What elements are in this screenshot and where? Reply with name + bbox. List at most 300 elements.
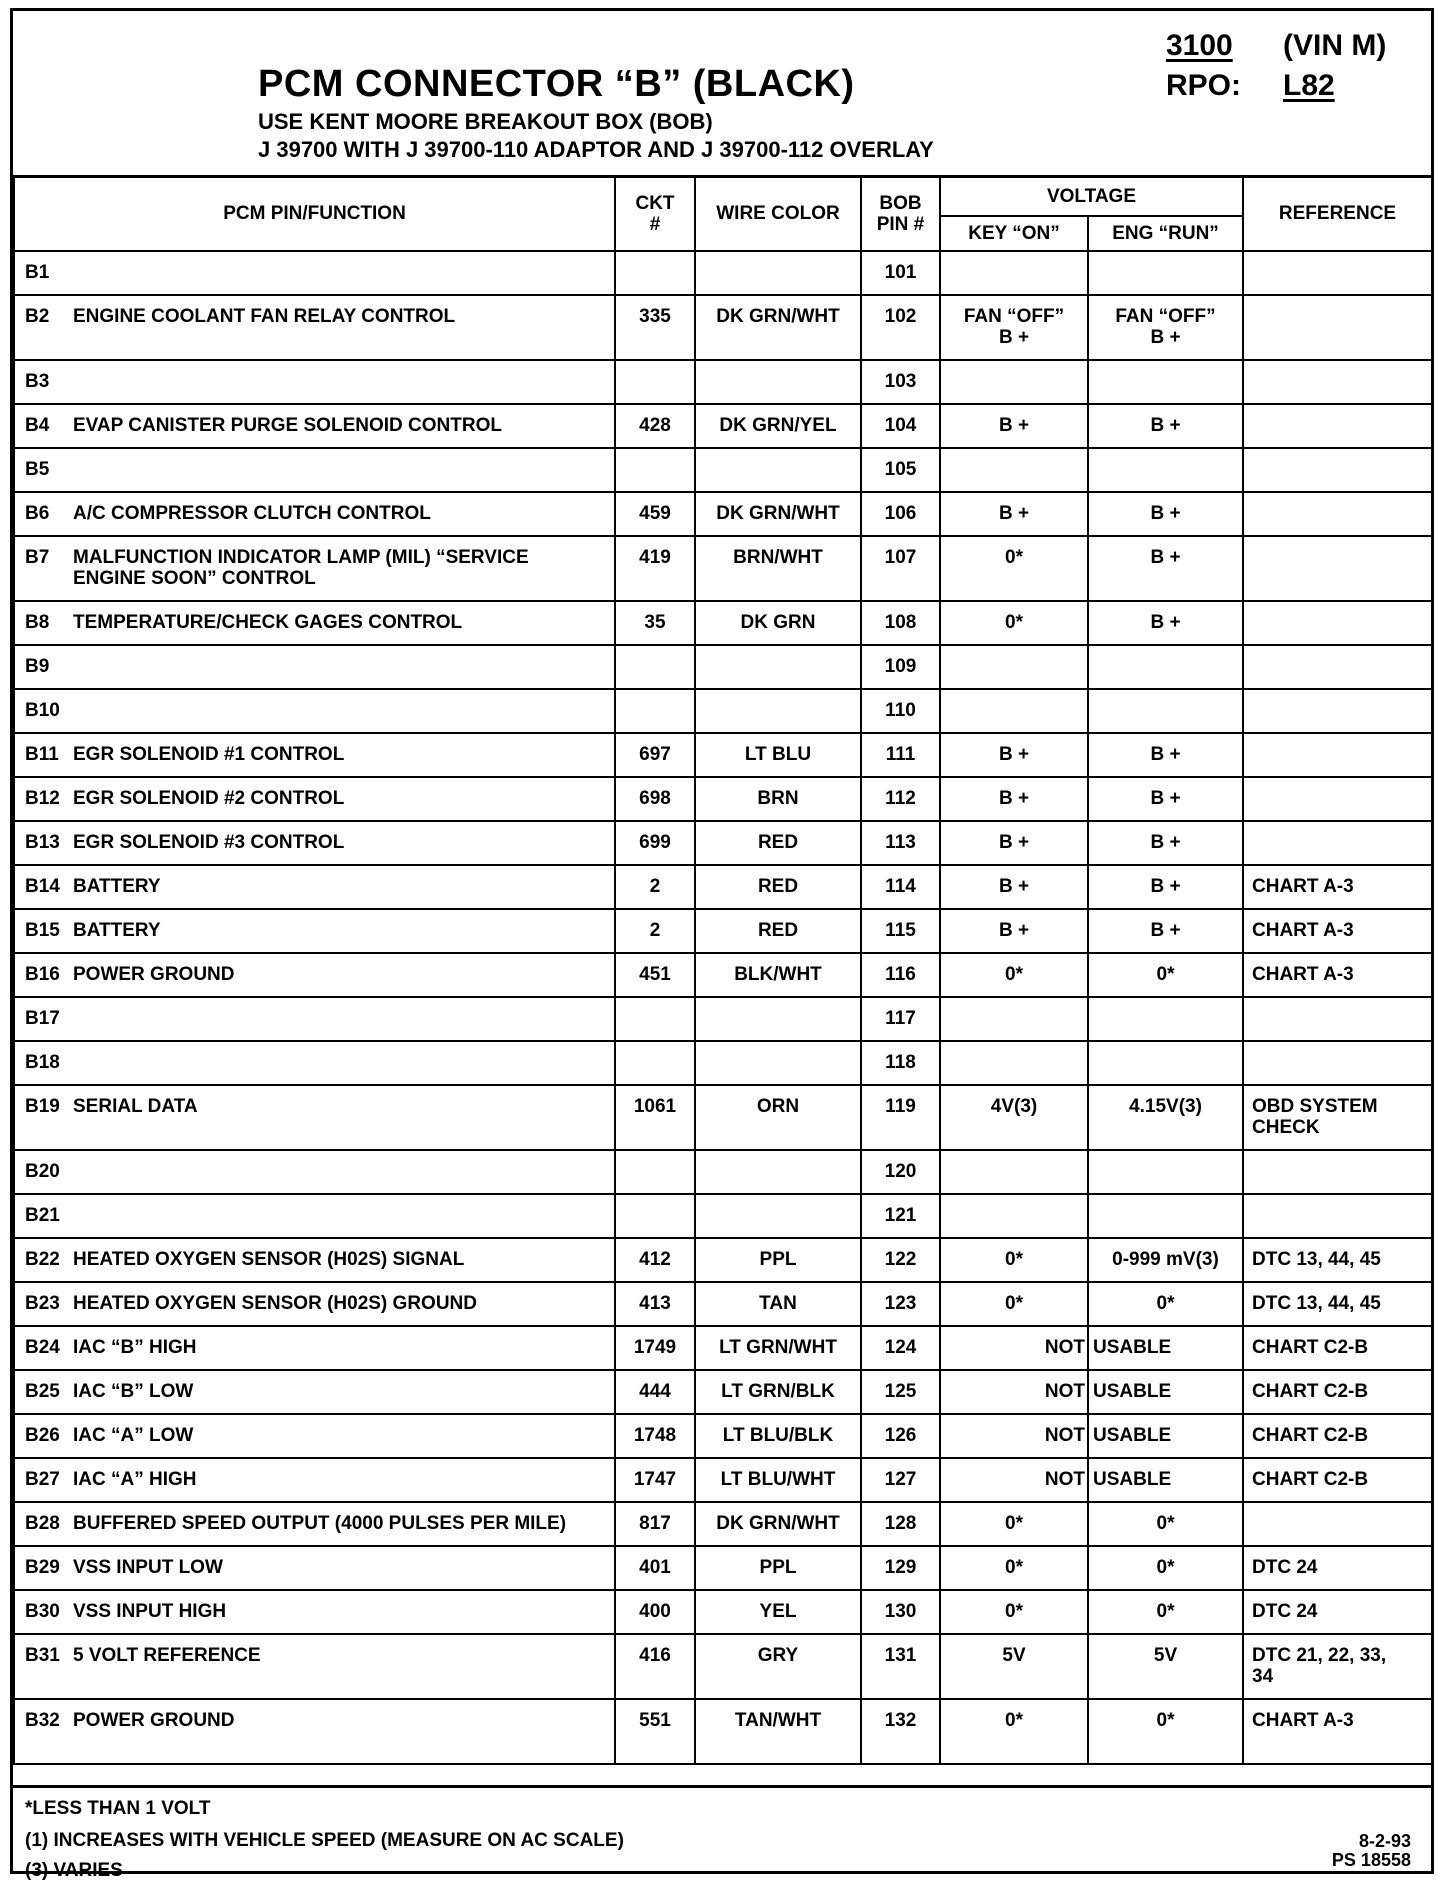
pin-id: B16	[25, 964, 60, 985]
cell-key-on: B +	[940, 821, 1088, 865]
cell-eng-run	[1088, 1194, 1243, 1238]
cell-eng-run	[1088, 251, 1243, 295]
cell-wire-color: DK GRN/WHT	[695, 295, 861, 360]
cell-wire-color: RED	[695, 909, 861, 953]
table-row	[14, 1546, 1432, 1590]
cell-pin-function	[14, 953, 615, 997]
pin-function-text: EGR SOLENOID #2 CONTROL	[73, 788, 345, 809]
pin-function-text: VSS INPUT LOW	[73, 1557, 223, 1578]
cell-eng-run: B +	[1088, 492, 1243, 536]
cell-bob-pin: 129	[861, 1546, 940, 1590]
cell-eng-run: 0*	[1088, 1502, 1243, 1546]
pin-id: B30	[25, 1601, 60, 1622]
table-row	[14, 251, 1432, 295]
pin-id: B21	[25, 1205, 60, 1226]
cell-wire-color: LT BLU	[695, 733, 861, 777]
cell-key-on	[940, 251, 1088, 295]
cell-ckt: 416	[615, 1634, 695, 1699]
cell-pin-function	[14, 1150, 615, 1194]
cell-ckt: 413	[615, 1282, 695, 1326]
pin-id: B13	[25, 832, 60, 853]
table-row	[14, 997, 1432, 1041]
cell-eng-run: B +	[1088, 733, 1243, 777]
cell-pin-function	[14, 295, 615, 360]
cell-reference	[1243, 1150, 1432, 1194]
cell-ckt: 419	[615, 536, 695, 601]
cell-pin-function	[14, 777, 615, 821]
cell-key-on: 0*	[940, 1546, 1088, 1590]
rpo-label: RPO:	[1166, 69, 1241, 102]
cell-pin-function	[14, 492, 615, 536]
cell-eng-run: USABLE	[1088, 1326, 1243, 1370]
cell-pin-function	[14, 536, 615, 601]
cell-key-on	[940, 1041, 1088, 1085]
cell-wire-color	[695, 1041, 861, 1085]
table-row	[14, 492, 1432, 536]
pin-id: B20	[25, 1161, 60, 1182]
cell-eng-run: 5V	[1088, 1634, 1243, 1699]
cell-pin-function	[14, 909, 615, 953]
cell-key-on: 0*	[940, 1502, 1088, 1546]
cell-wire-color: DK GRN/WHT	[695, 1502, 861, 1546]
cell-key-on: B +	[940, 492, 1088, 536]
cell-key-on	[940, 448, 1088, 492]
cell-pin-function	[14, 1238, 615, 1282]
cell-bob-pin: 106	[861, 492, 940, 536]
cell-bob-pin: 105	[861, 448, 940, 492]
cell-ckt: 451	[615, 953, 695, 997]
cell-pin-function	[14, 360, 615, 404]
pin-function-text: ENGINE COOLANT FAN RELAY CONTROL	[73, 306, 456, 327]
cell-bob-pin: 109	[861, 645, 940, 689]
pin-function-text: IAC “A” HIGH	[73, 1469, 197, 1490]
note-varies: (3) VARIES	[25, 1860, 123, 1881]
cell-eng-run: USABLE	[1088, 1414, 1243, 1458]
pin-id: B19	[25, 1096, 60, 1117]
cell-bob-pin: 104	[861, 404, 940, 448]
table-row	[14, 1590, 1432, 1634]
table-row	[14, 1041, 1432, 1085]
subtitle-breakout-box: USE KENT MOORE BREAKOUT BOX (BOB)	[258, 109, 713, 134]
pin-id: B11	[25, 744, 59, 765]
cell-ckt: 35	[615, 601, 695, 645]
cell-key-on: FAN “OFF” B +	[940, 295, 1088, 360]
table-row	[14, 295, 1432, 360]
cell-key-on	[940, 997, 1088, 1041]
pin-function-text: IAC “B” HIGH	[73, 1337, 197, 1358]
pin-function-text: TEMPERATURE/CHECK GAGES CONTROL	[73, 612, 463, 633]
pin-function-text: POWER GROUND	[73, 964, 235, 985]
note-less-than-1-volt: *LESS THAN 1 VOLT	[25, 1798, 211, 1819]
cell-key-on	[940, 689, 1088, 733]
cell-eng-run: 0*	[1088, 1699, 1243, 1764]
table-row	[14, 1085, 1432, 1150]
cell-key-on: 0*	[940, 601, 1088, 645]
pin-table	[13, 175, 1433, 1765]
cell-wire-color: BRN/WHT	[695, 536, 861, 601]
pin-function-text: EGR SOLENOID #1 CONTROL	[73, 744, 345, 765]
cell-bob-pin: 121	[861, 1194, 940, 1238]
cell-bob-pin: 120	[861, 1150, 940, 1194]
cell-bob-pin: 123	[861, 1282, 940, 1326]
pin-function-text: 5 VOLT REFERENCE	[73, 1645, 261, 1666]
cell-ckt: 401	[615, 1546, 695, 1590]
pin-function-text: EVAP CANISTER PURGE SOLENOID CONTROL	[73, 415, 502, 436]
cell-eng-run	[1088, 997, 1243, 1041]
cell-key-on: B +	[940, 865, 1088, 909]
cell-bob-pin: 102	[861, 295, 940, 360]
col-wire-color: WIRE COLOR	[695, 176, 861, 251]
table-row	[14, 865, 1432, 909]
cell-reference: CHART A-3	[1243, 953, 1432, 997]
cell-wire-color: LT BLU/BLK	[695, 1414, 861, 1458]
revision-date: 8-2-93	[1358, 1831, 1411, 1851]
cell-wire-color: DK GRN/YEL	[695, 404, 861, 448]
cell-wire-color	[695, 251, 861, 295]
col-key-on: KEY “ON”	[940, 216, 1088, 251]
cell-reference	[1243, 1041, 1432, 1085]
page-title: PCM CONNECTOR “B” (BLACK)	[258, 63, 855, 105]
cell-eng-run	[1088, 1041, 1243, 1085]
pin-function-text: HEATED OXYGEN SENSOR (H02S) GROUND	[73, 1293, 477, 1314]
cell-key-on: B +	[940, 777, 1088, 821]
pin-id: B8	[25, 612, 50, 633]
table-row	[14, 1370, 1432, 1414]
pin-function-text: HEATED OXYGEN SENSOR (H02S) SIGNAL	[73, 1249, 465, 1270]
cell-bob-pin: 101	[861, 251, 940, 295]
cell-ckt	[615, 1041, 695, 1085]
pin-function-text: BUFFERED SPEED OUTPUT (4000 PULSES PER MILE)	[73, 1513, 567, 1534]
pin-id: B25	[25, 1381, 60, 1402]
cell-pin-function	[14, 1699, 615, 1764]
pin-id: B12	[25, 788, 60, 809]
cell-wire-color: PPL	[695, 1546, 861, 1590]
cell-ckt	[615, 645, 695, 689]
cell-wire-color: YEL	[695, 1590, 861, 1634]
cell-reference	[1243, 1502, 1432, 1546]
cell-bob-pin: 118	[861, 1041, 940, 1085]
cell-pin-function	[14, 689, 615, 733]
table-row	[14, 404, 1432, 448]
cell-pin-function	[14, 1085, 615, 1150]
cell-wire-color: LT GRN/BLK	[695, 1370, 861, 1414]
cell-reference	[1243, 404, 1432, 448]
cell-wire-color	[695, 1150, 861, 1194]
cell-key-on: 5V	[940, 1634, 1088, 1699]
cell-wire-color: LT BLU/WHT	[695, 1458, 861, 1502]
table-row	[14, 536, 1432, 601]
pin-id: B10	[25, 700, 60, 721]
cell-pin-function	[14, 997, 615, 1041]
cell-key-on: B +	[940, 909, 1088, 953]
cell-pin-function	[14, 1326, 615, 1370]
pin-id: B9	[25, 656, 50, 677]
cell-bob-pin: 126	[861, 1414, 940, 1458]
cell-reference: CHART A-3	[1243, 1699, 1432, 1764]
cell-reference: OBD SYSTEM CHECK	[1243, 1085, 1432, 1150]
cell-wire-color	[695, 1194, 861, 1238]
pin-id: B22	[25, 1249, 60, 1270]
pin-id: B23	[25, 1293, 60, 1314]
pin-id: B29	[25, 1557, 60, 1578]
cell-pin-function	[14, 733, 615, 777]
pin-id: B1	[25, 262, 50, 283]
cell-reference	[1243, 997, 1432, 1041]
cell-eng-run: 0-999 mV(3)	[1088, 1238, 1243, 1282]
cell-key-on: 0*	[940, 536, 1088, 601]
cell-reference: DTC 24	[1243, 1546, 1432, 1590]
cell-key-on: 0*	[940, 1590, 1088, 1634]
cell-ckt	[615, 360, 695, 404]
cell-eng-run: 0*	[1088, 953, 1243, 997]
cell-bob-pin: 124	[861, 1326, 940, 1370]
table-row	[14, 1502, 1432, 1546]
table-row	[14, 601, 1432, 645]
table-row	[14, 645, 1432, 689]
cell-ckt: 697	[615, 733, 695, 777]
cell-reference: CHART C2-B	[1243, 1414, 1432, 1458]
cell-reference	[1243, 295, 1432, 360]
cell-wire-color: DK GRN/WHT	[695, 492, 861, 536]
table-row	[14, 1634, 1432, 1699]
table-row	[14, 909, 1432, 953]
table-row	[14, 1326, 1432, 1370]
cell-wire-color: RED	[695, 821, 861, 865]
cell-eng-run	[1088, 360, 1243, 404]
pin-function-text: EGR SOLENOID #3 CONTROL	[73, 832, 345, 853]
footer-date-block	[1332, 1832, 1411, 1870]
cell-wire-color: BRN	[695, 777, 861, 821]
cell-ckt: 699	[615, 821, 695, 865]
cell-eng-run: USABLE	[1088, 1458, 1243, 1502]
cell-eng-run: 0*	[1088, 1590, 1243, 1634]
cell-ckt: 2	[615, 909, 695, 953]
cell-key-on	[940, 1194, 1088, 1238]
cell-ckt: 2	[615, 865, 695, 909]
cell-pin-function	[14, 1458, 615, 1502]
pin-function-text: POWER GROUND	[73, 1710, 235, 1731]
cell-bob-pin: 107	[861, 536, 940, 601]
table-row	[14, 1414, 1432, 1458]
cell-pin-function	[14, 1590, 615, 1634]
pin-id: B14	[25, 876, 60, 897]
document-header	[13, 11, 1431, 178]
pin-id: B6	[25, 503, 50, 524]
cell-pin-function	[14, 1502, 615, 1546]
cell-wire-color: BLK/WHT	[695, 953, 861, 997]
cell-eng-run: 4.15V(3)	[1088, 1085, 1243, 1150]
pin-id: B17	[25, 1008, 60, 1029]
cell-eng-run: B +	[1088, 536, 1243, 601]
cell-ckt	[615, 1150, 695, 1194]
cell-bob-pin: 119	[861, 1085, 940, 1150]
cell-key-on: 0*	[940, 1238, 1088, 1282]
cell-eng-run: B +	[1088, 404, 1243, 448]
cell-eng-run	[1088, 1150, 1243, 1194]
table-row	[14, 1458, 1432, 1502]
cell-wire-color: ORN	[695, 1085, 861, 1150]
cell-wire-color	[695, 448, 861, 492]
pin-id: B4	[25, 415, 50, 436]
cell-reference	[1243, 360, 1432, 404]
cell-wire-color: GRY	[695, 1634, 861, 1699]
cell-ckt: 1749	[615, 1326, 695, 1370]
cell-bob-pin: 131	[861, 1634, 940, 1699]
cell-pin-function	[14, 1634, 615, 1699]
cell-bob-pin: 114	[861, 865, 940, 909]
pin-id: B5	[25, 459, 50, 480]
cell-reference: DTC 21, 22, 33, 34	[1243, 1634, 1432, 1699]
cell-reference: DTC 13, 44, 45	[1243, 1282, 1432, 1326]
col-bob-pin: BOB PIN #	[861, 176, 940, 251]
table-row	[14, 1150, 1432, 1194]
cell-reference	[1243, 251, 1432, 295]
cell-wire-color	[695, 997, 861, 1041]
cell-key-on: 0*	[940, 1699, 1088, 1764]
cell-key-on: 0*	[940, 953, 1088, 997]
cell-reference	[1243, 448, 1432, 492]
cell-ckt: 1748	[615, 1414, 695, 1458]
cell-reference	[1243, 1194, 1432, 1238]
cell-key-on	[940, 1150, 1088, 1194]
pin-id: B26	[25, 1425, 60, 1446]
pin-function-text: BATTERY	[73, 920, 161, 941]
cell-ckt: 817	[615, 1502, 695, 1546]
pin-id: B31	[25, 1645, 60, 1666]
footer-notes	[13, 1785, 1431, 1881]
cell-bob-pin: 128	[861, 1502, 940, 1546]
pin-function-text: IAC “B” LOW	[73, 1381, 194, 1402]
cell-pin-function	[14, 601, 615, 645]
engine-code: 3100	[1166, 29, 1233, 62]
cell-eng-run: 0*	[1088, 1282, 1243, 1326]
col-voltage: VOLTAGE	[940, 176, 1243, 216]
cell-reference: DTC 24	[1243, 1590, 1432, 1634]
table-row	[14, 953, 1432, 997]
cell-key-on: 0*	[940, 1282, 1088, 1326]
vin-code: (VIN M)	[1283, 29, 1387, 62]
table-row	[14, 777, 1432, 821]
pin-function-text: MALFUNCTION INDICATOR LAMP (MIL) “SERVICE ENGINE SOON” CONTROL	[73, 547, 529, 589]
cell-reference: CHART C2-B	[1243, 1458, 1432, 1502]
cell-ckt: 1061	[615, 1085, 695, 1150]
pin-id: B3	[25, 371, 50, 392]
pin-function-text: VSS INPUT HIGH	[73, 1601, 227, 1622]
cell-key-on: NOT	[940, 1326, 1088, 1370]
cell-reference: CHART C2-B	[1243, 1326, 1432, 1370]
table-row	[14, 689, 1432, 733]
rpo-value: L82	[1283, 69, 1335, 102]
cell-reference	[1243, 601, 1432, 645]
cell-key-on	[940, 360, 1088, 404]
cell-pin-function	[14, 1282, 615, 1326]
cell-pin-function	[14, 645, 615, 689]
cell-ckt	[615, 689, 695, 733]
cell-eng-run: B +	[1088, 777, 1243, 821]
pin-function-text: SERIAL DATA	[73, 1096, 198, 1117]
cell-eng-run	[1088, 448, 1243, 492]
cell-wire-color	[695, 645, 861, 689]
cell-eng-run: B +	[1088, 601, 1243, 645]
cell-bob-pin: 108	[861, 601, 940, 645]
table-row	[14, 1194, 1432, 1238]
col-pin-function: PCM PIN/FUNCTION	[14, 176, 615, 251]
cell-eng-run: FAN “OFF” B +	[1088, 295, 1243, 360]
cell-wire-color: PPL	[695, 1238, 861, 1282]
cell-ckt: 400	[615, 1590, 695, 1634]
cell-pin-function	[14, 251, 615, 295]
cell-reference	[1243, 645, 1432, 689]
cell-pin-function	[14, 821, 615, 865]
cell-wire-color	[695, 360, 861, 404]
cell-pin-function	[14, 865, 615, 909]
cell-key-on: B +	[940, 733, 1088, 777]
cell-bob-pin: 122	[861, 1238, 940, 1282]
cell-bob-pin: 116	[861, 953, 940, 997]
cell-pin-function	[14, 404, 615, 448]
cell-eng-run	[1088, 645, 1243, 689]
cell-reference: CHART A-3	[1243, 909, 1432, 953]
part-number: PS 18558	[1331, 1850, 1411, 1870]
pin-id: B24	[25, 1337, 60, 1358]
cell-wire-color: DK GRN	[695, 601, 861, 645]
cell-key-on: 4V(3)	[940, 1085, 1088, 1150]
cell-ckt	[615, 448, 695, 492]
pin-id: B28	[25, 1513, 60, 1534]
pin-function-text: BATTERY	[73, 876, 161, 897]
table-row	[14, 448, 1432, 492]
cell-ckt	[615, 997, 695, 1041]
cell-reference: DTC 13, 44, 45	[1243, 1238, 1432, 1282]
pin-function-text: IAC “A” LOW	[73, 1425, 194, 1446]
cell-key-on: B +	[940, 404, 1088, 448]
cell-reference: CHART A-3	[1243, 865, 1432, 909]
table-row	[14, 1282, 1432, 1326]
cell-reference	[1243, 492, 1432, 536]
cell-wire-color	[695, 689, 861, 733]
cell-pin-function	[14, 1370, 615, 1414]
cell-bob-pin: 130	[861, 1590, 940, 1634]
cell-reference	[1243, 536, 1432, 601]
table-row	[14, 821, 1432, 865]
cell-bob-pin: 125	[861, 1370, 940, 1414]
document-sheet	[10, 8, 1434, 1881]
cell-ckt: 551	[615, 1699, 695, 1764]
cell-pin-function	[14, 1414, 615, 1458]
cell-bob-pin: 115	[861, 909, 940, 953]
cell-key-on: NOT	[940, 1414, 1088, 1458]
cell-ckt: 459	[615, 492, 695, 536]
pin-id: B18	[25, 1052, 60, 1073]
cell-key-on	[940, 645, 1088, 689]
cell-ckt: 335	[615, 295, 695, 360]
pin-function-text: A/C COMPRESSOR CLUTCH CONTROL	[73, 503, 431, 524]
cell-ckt: 428	[615, 404, 695, 448]
cell-pin-function	[14, 1041, 615, 1085]
pin-id: B32	[25, 1710, 60, 1731]
cell-ckt: 412	[615, 1238, 695, 1282]
cell-reference	[1243, 821, 1432, 865]
cell-bob-pin: 103	[861, 360, 940, 404]
cell-bob-pin: 113	[861, 821, 940, 865]
table-row	[14, 1238, 1432, 1282]
cell-eng-run: B +	[1088, 821, 1243, 865]
cell-eng-run: 0*	[1088, 1546, 1243, 1590]
cell-eng-run	[1088, 689, 1243, 733]
cell-ckt	[615, 1194, 695, 1238]
cell-reference: CHART C2-B	[1243, 1370, 1432, 1414]
cell-key-on: NOT	[940, 1370, 1088, 1414]
